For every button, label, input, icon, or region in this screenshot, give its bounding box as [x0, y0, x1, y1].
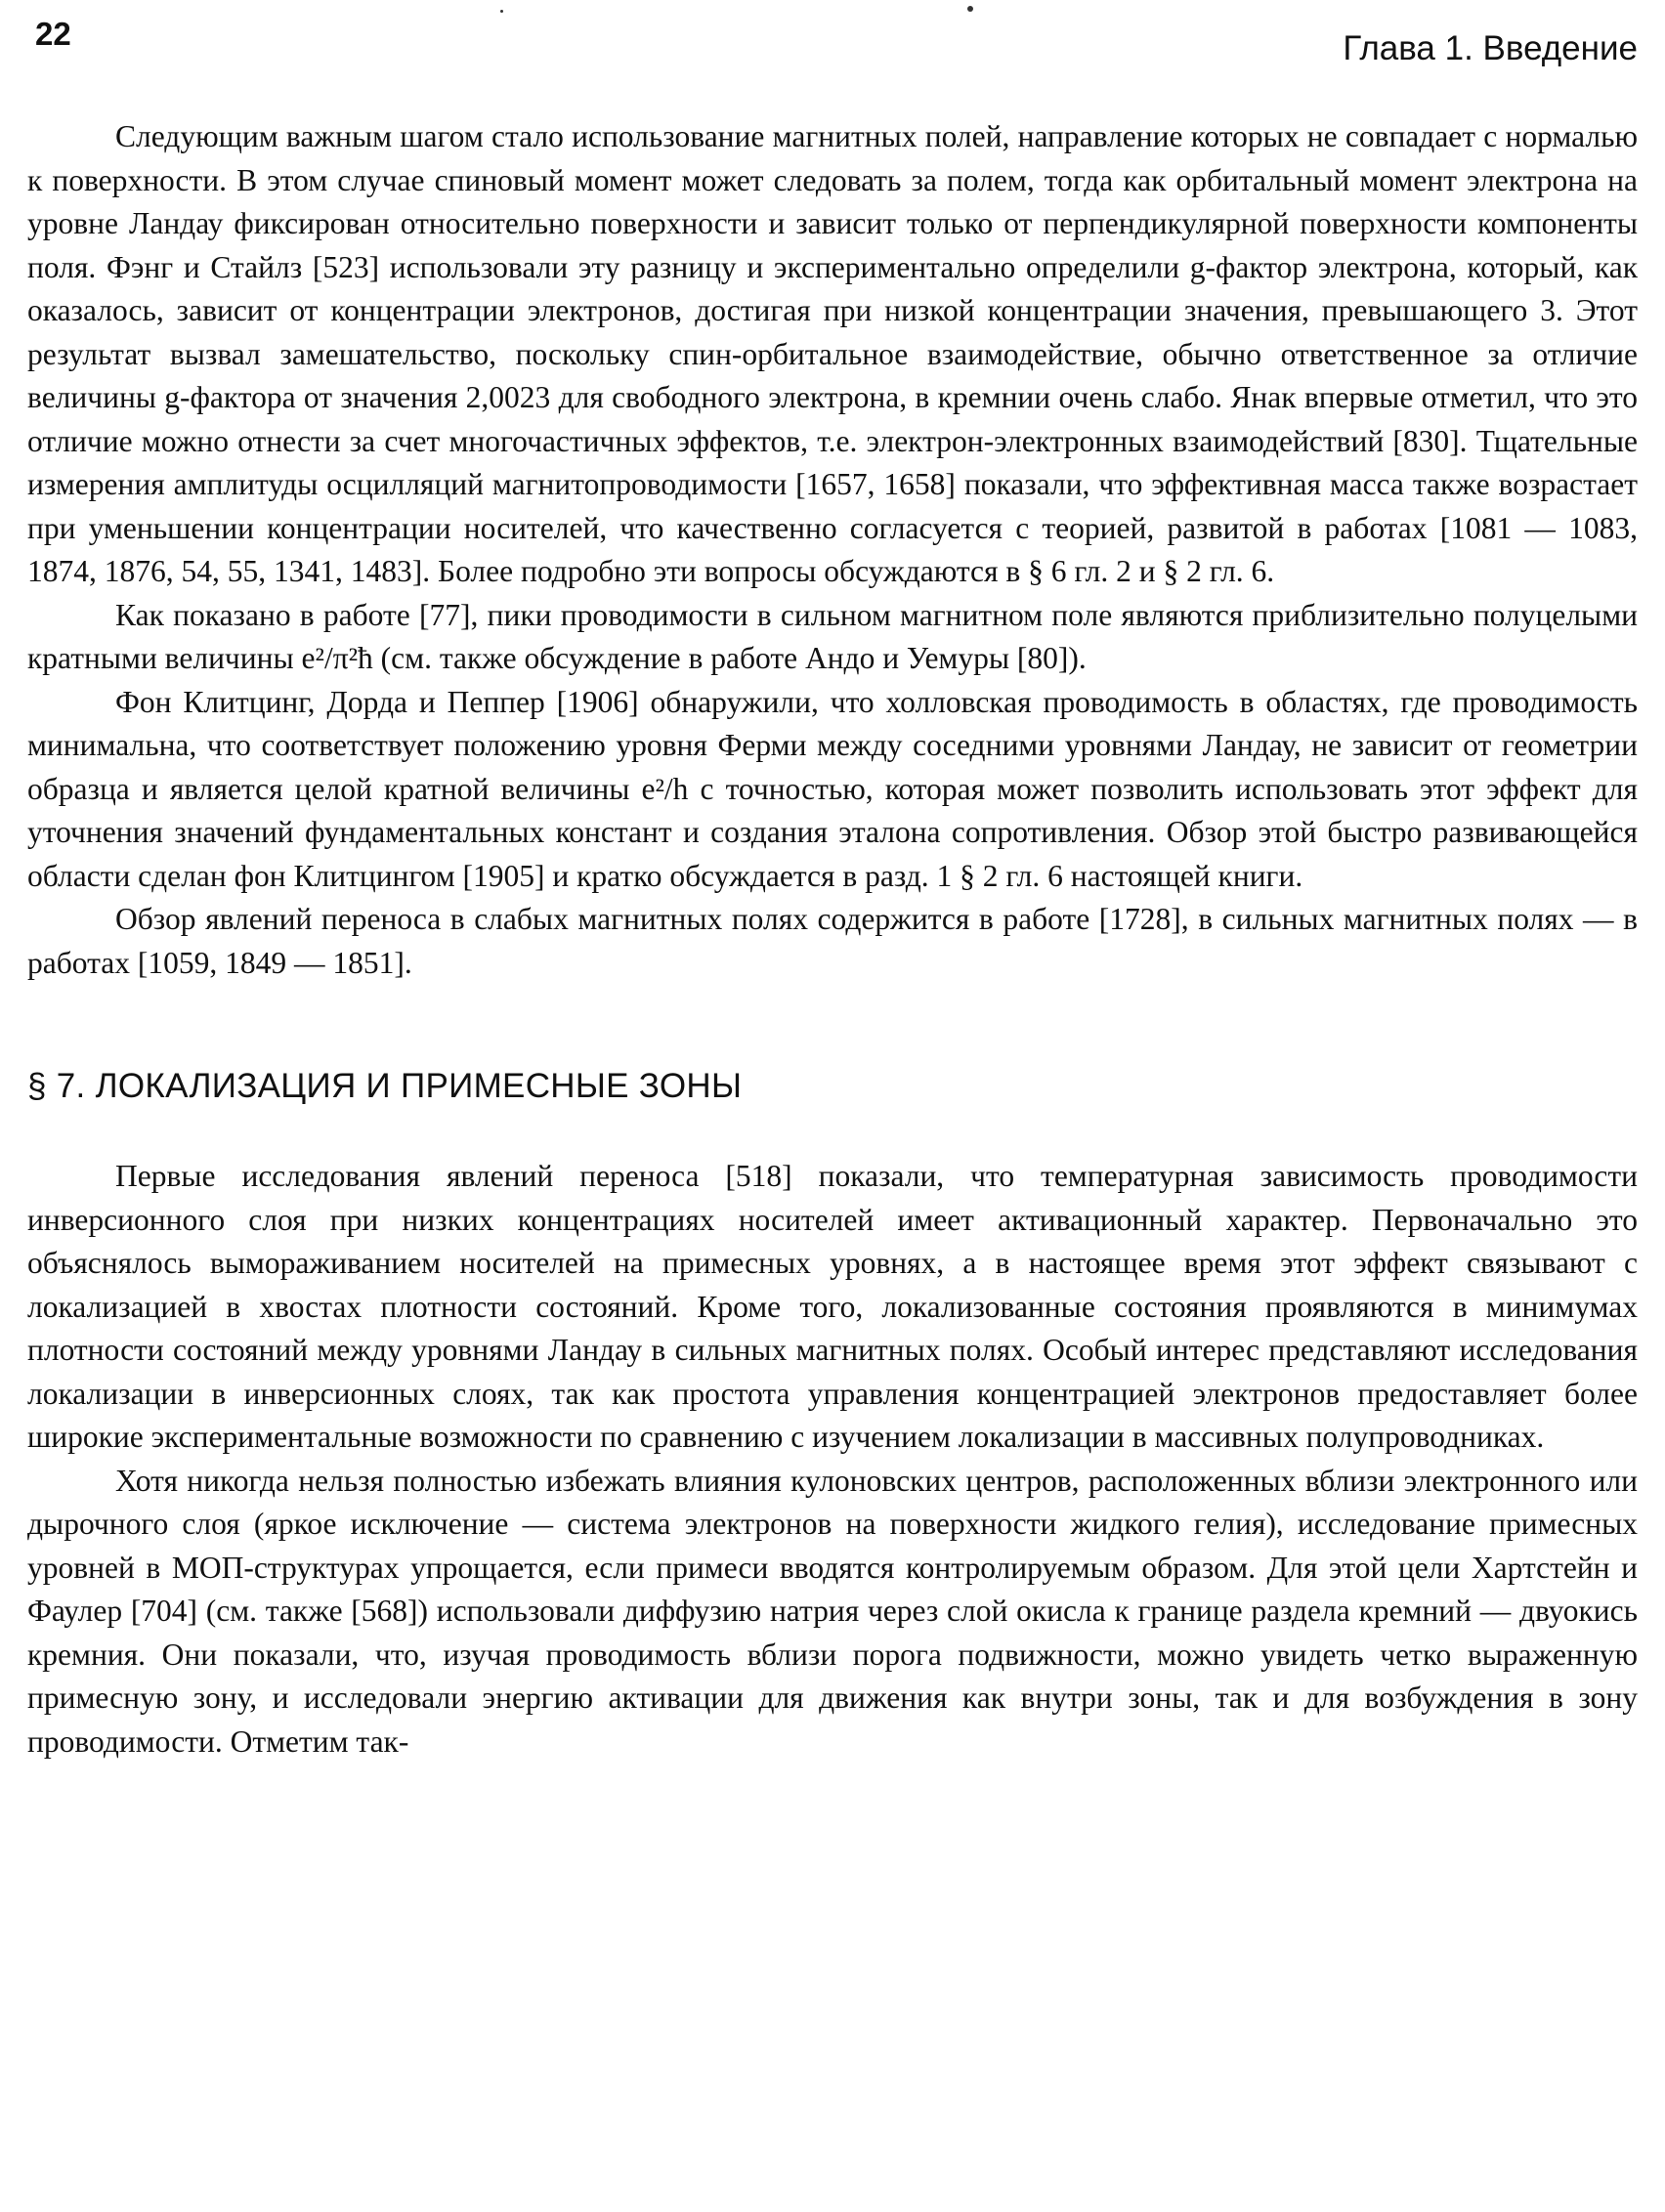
section-heading: § 7. ЛОКАЛИЗАЦИЯ И ПРИМЕСНЫЕ ЗОНЫ — [27, 1067, 743, 1105]
scan-speck — [967, 6, 973, 12]
page-number: 22 — [35, 16, 71, 52]
paragraph: Следующим важным шагом стало использование магнитных полей, направление которых не совпадает с нормалью к поверхности. В этом случае спиновый момент может следовать за полем, тогда как орбитальный момент электрона на уровне Ландау фиксирован относительно поверхности и зависит только от перпендикулярной поверхности компоненты поля. Фэнг и Стайлз [523] использовали эту разницу и экспериментально определили g-фактор электрона, который, как оказалось, зависит от концентрации электронов, достигая при низкой концентрации значения, превышающего 3. Этот результат вызвал замешательство, поскольку спин-орбитальное взаимодействие, обычно ответственное за отличие величины g-фактора от значения 2,0023 для свободного электрона, в кремнии очень слабо. Янак впервые отметил, что это отличие можно отнести за счет многочастичных эффектов, т.е. электрон-электронных взаимодействий [830]. Тщательные измерения амплитуды осцилляций магнитопроводимости [1657, 1658] показали, что эффективная масса также возрастает при уменьшении концентрации носителей, что качественно согласуется с теорией, развитой в работах [1081 — 1083, 1874, 1876, 54, 55, 1341, 1483]. Более подробно эти вопросы обсуждаются в § 6 гл. 2 и § 2 гл. 6. — [27, 119, 1638, 588]
paragraph: Обзор явлений переноса в слабых магнитных полях содержится в работе [1728], в сильных магнитных полях — в работах [1059, 1849 — 1851]. — [27, 902, 1638, 980]
page-body — [27, 115, 1638, 1764]
paragraph: Как показано в работе [77], пики проводимости в сильном магнитном поле являются приблизительно полуцелыми кратными величины e²/π²ħ (см. также обсуждение в работе Андо и Уемуры [80]). — [27, 597, 1638, 675]
paragraph: Первые исследования явлений переноса [518] показали, что температурная зависимость проводимости инверсионного слоя при низких концентрациях носителей имеет активационный характер. Первоначально это объяснялось вымораживанием носителей на примесных уровнях, а в настоящее время этот эффект связывают с локализацией в хвостах плотности состояний. Кроме того, локализованные состояния проявляются в минимумах плотности состояний между уровнями Ландау в сильных магнитных полях. Особый интерес представляют исследования локализации в инверсионных слоях, так как простота управления концентрацией электронов предоставляет более широкие экспериментальные возможности по сравнению с изучением локализации в массивных полупроводниках. — [27, 1159, 1638, 1454]
running-head: Глава 1. Введение — [1343, 29, 1638, 67]
paragraph: Фон Клитцинг, Дорда и Пеппер [1906] обнаружили, что холловская проводимость в областях, где проводимость минимальна, что соответствует положению уровня Ферми между соседними уровнями Ландау, не зависит от геометрии образца и является целой кратной величины e²/h с точностью, которая может позволить использовать этот эффект для уточнения значений фундаментальных констант и создания эталона сопротивления. Обзор этой быстро развивающейся области сделан фон Клитцингом [1905] и кратко обсуждается в разд. 1 § 2 гл. 6 настоящей книги. — [27, 684, 1638, 893]
scan-speck — [500, 10, 503, 13]
paragraph: Хотя никогда нельзя полностью избежать влияния кулоновских центров, расположенных вблизи электронного или дырочного слоя (яркое исключение — система электронов на поверхности жидкого гелия), исследование примесных уровней в МОП-структурах упрощается, если примеси вводятся контролируемым образом. Для этой цели Хартстейн и Фаулер [704] (см. также [568]) использовали диффузию натрия через слой окисла к границе раздела кремний — двуокись кремния. Они показали, что, изучая проводимость вблизи порога подвижности, можно увидеть четко выраженную примесную зону, и исследовали энергию активации для движения как внутри зоны, так и для возбуждения в зону проводимости. Отметим так- — [27, 1463, 1638, 1759]
